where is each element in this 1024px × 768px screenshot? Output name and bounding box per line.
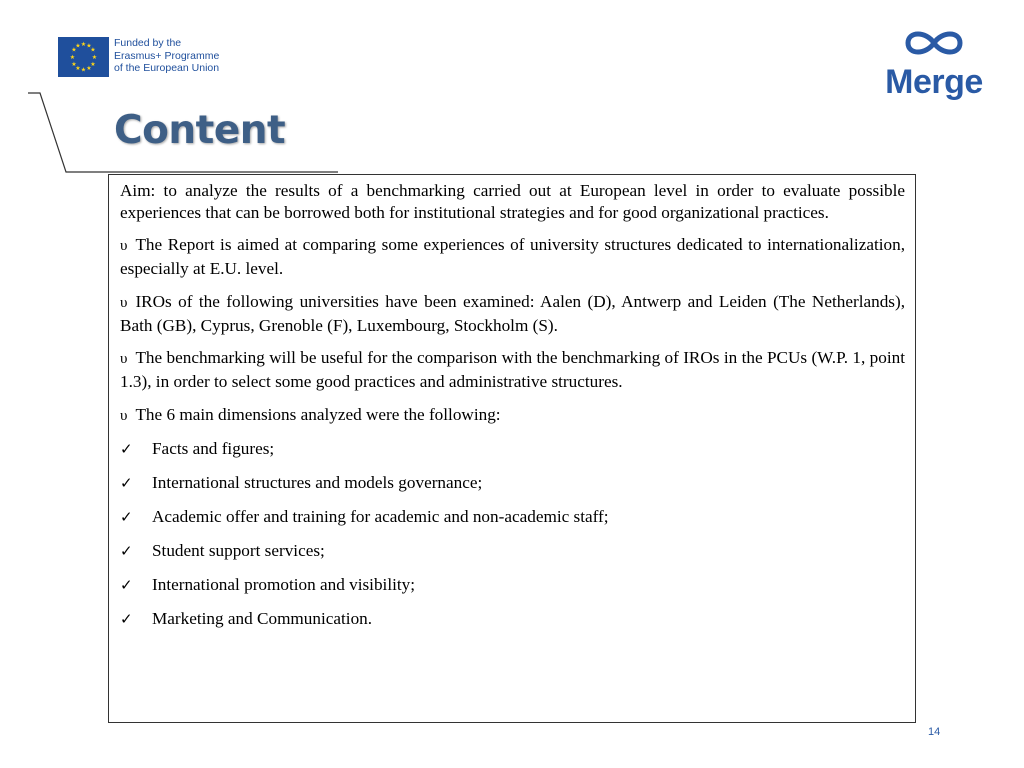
eu-erasmus-logo (58, 37, 219, 77)
content-paragraph (120, 180, 905, 223)
eu-text-line: Erasmus+ Programme (114, 49, 220, 62)
paragraph-text: IROs of the following universities have been examined: Aalen (D), Antwerp and Leiden (The Netherlands), Bath (GB), Cyprus, Grenoble (F), Luxembourg, Stockholm (S). (120, 291, 905, 335)
checkmark-icon: ✓ (120, 440, 133, 459)
merge-wordmark: Merge (885, 63, 983, 101)
checkmark-icon: ✓ (120, 575, 133, 594)
svg-text:★: ★ (69, 54, 76, 61)
svg-text:★: ★ (75, 65, 81, 72)
content-paragraph (120, 234, 905, 279)
slide-title: Content (114, 108, 286, 153)
checklist-item (120, 472, 905, 495)
checklist-item-text: International structures and models governance; (152, 473, 483, 493)
checklist-item (120, 540, 905, 563)
paragraph-text: The benchmarking will be useful for the comparison with the benchmarking of IROs in the PCUs (W.P. 1, point 1.3), in order to select some good practices and administrative structures. (120, 348, 905, 391)
infinity-icon (882, 26, 986, 60)
bullet-icon: υ (120, 351, 128, 368)
svg-text:★: ★ (75, 42, 81, 50)
checklist-item-text: International promotion and visibility; (152, 574, 416, 594)
checklist-item-text: Marketing and Communication. (152, 608, 373, 628)
eu-text-line: Funded by the (114, 37, 182, 49)
eu-flag-icon (58, 37, 109, 77)
svg-text:★: ★ (91, 54, 98, 61)
checklist-item-text: Academic offer and training for academic and non-academic staff; (152, 507, 609, 527)
svg-text:★: ★ (90, 46, 96, 54)
svg-text:★: ★ (86, 65, 92, 72)
checklist-item (120, 574, 905, 597)
svg-text:★: ★ (71, 61, 77, 68)
paragraph-list (120, 180, 905, 427)
page-number: 14 (928, 726, 941, 738)
checklist-item (120, 608, 905, 631)
decorative-corner-line (0, 0, 360, 180)
eu-text-line: of the European Union (114, 62, 220, 74)
bullet-icon: υ (120, 407, 128, 424)
svg-text:★: ★ (80, 66, 87, 74)
checklist-item-text: Student support services; (152, 541, 325, 560)
checklist-item (120, 438, 905, 461)
content-paragraph (120, 404, 905, 428)
checkmark-icon: ✓ (120, 474, 133, 493)
checklist-item-text: Facts and figures; (152, 439, 275, 459)
merge-logo (882, 26, 986, 99)
checklist-item (120, 506, 905, 529)
bullet-icon: υ (120, 238, 128, 255)
svg-text:★: ★ (90, 61, 96, 68)
paragraph-text: The 6 main dimensions analyzed were the following: (135, 404, 501, 424)
svg-text:★: ★ (86, 42, 92, 50)
content-paragraph (120, 347, 905, 392)
svg-text:★: ★ (71, 46, 77, 54)
paragraph-text: The Report is aimed at comparing some experiences of university structures dedicated to internationalization, especially at E.U. level. (120, 235, 905, 279)
checklist (120, 438, 905, 630)
paragraph-text: Aim: to analyze the results of a benchmarking carried out at European level in order to evaluate possible experiences that can be borrowed both for institutional strategies and for good organizational practices. (120, 181, 905, 222)
content-paragraph (120, 291, 905, 336)
content-box (108, 174, 916, 723)
bullet-icon: υ (120, 294, 128, 311)
checkmark-icon: ✓ (120, 508, 133, 527)
checkmark-icon: ✓ (120, 609, 133, 628)
svg-text:★: ★ (80, 41, 87, 48)
checkmark-icon: ✓ (120, 542, 133, 560)
eu-funding-text (114, 37, 219, 75)
